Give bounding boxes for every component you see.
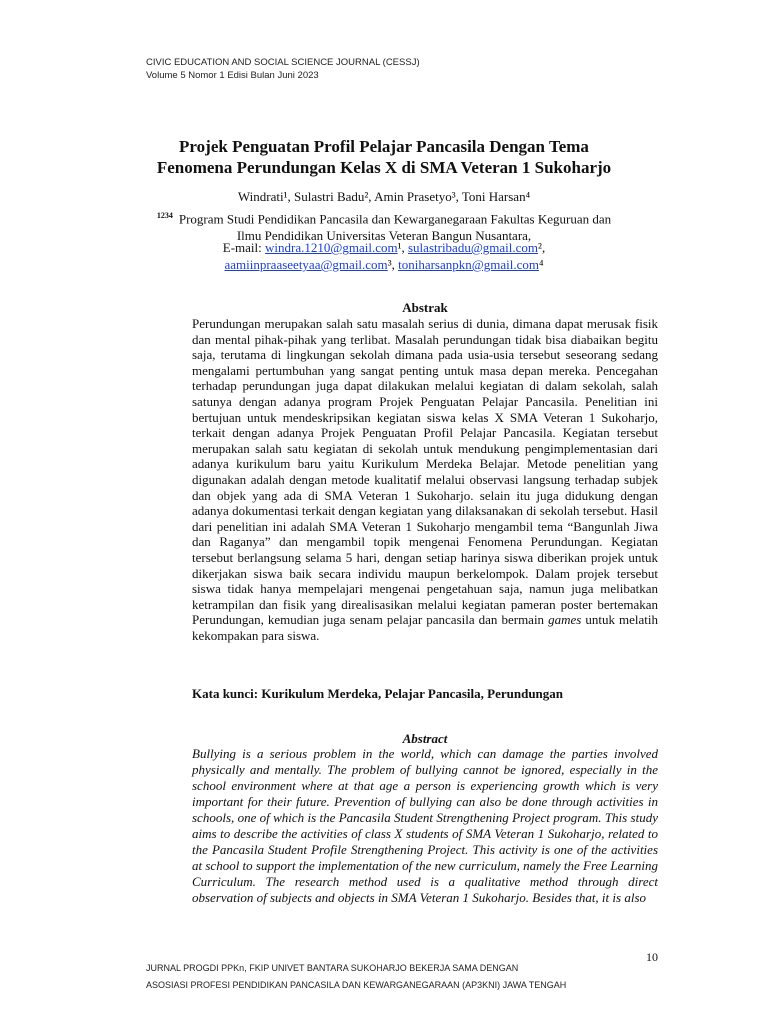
- page-number: 10: [646, 950, 658, 964]
- email-link-toni[interactable]: toniharsanpkn@gmail.com: [398, 257, 539, 272]
- footer-line-2: ASOSIASI PROFESI PENDIDIKAN PANCASILA DAN KEWARGANEGARAAN (AP3KNI) JAWA TENGAH: [146, 980, 567, 990]
- email-link-windrati[interactable]: windra.1210@gmail.com: [265, 240, 398, 255]
- author-list: Windrati¹, Sulastri Badu², Amin Prasetyo³, Toni Harsan⁴: [237, 189, 531, 204]
- title-line-1: Projek Penguatan Profil Pelajar Pancasila Dengan Tema: [179, 137, 589, 156]
- abstract-body: Bullying is a serious problem in the world, which can damage the parties involved physically and mentally. The problem of bullying cannot be ignored, especially in the school environment where at that age a person is experiencing growth which is very important for their future. Prevention of bullying can also be done through activities in schools, one of which is the Pancasila Student Strengthening Project program. This study aims to describe the activities of class X students of SMA Veteran 1 Sukoharjo, related to the Pancasila Student Profile Strengthening Project. This activity is one of the activities at school to support the implementation of the new curriculum, namely the Free Learning Curriculum. The research method used is a qualitative method through direct observation of subjects and objects in SMA Veteran 1 Sukoharjo. Besides that, it is also: [192, 746, 659, 905]
- email-link-amin[interactable]: aamiinpraaseetyaa@gmail.com: [224, 257, 388, 272]
- email-link-sulastri[interactable]: sulastribadu@gmail.com: [408, 240, 539, 255]
- journal-name: CIVIC EDUCATION AND SOCIAL SCIENCE JOURNAL (CESSJ): [146, 57, 420, 68]
- abstract-heading: Abstract: [402, 731, 448, 746]
- email-sup-2: ²: [538, 240, 542, 255]
- email-line-1: E-mail: windra.1210@gmail.com¹, sulastribadu@gmail.com²,: [222, 240, 546, 255]
- affiliation-marker: 1234: [156, 211, 173, 220]
- abstrak-tail: untuk melatih kekompakan para siswa.: [192, 612, 659, 643]
- email-line-2: aamiinpraaseetyaa@gmail.com³, toniharsanpkn@gmail.com⁴: [224, 257, 544, 272]
- email-sup-1: ¹: [397, 240, 402, 255]
- email-sup-4: ⁴: [538, 257, 544, 272]
- keywords: Kata kunci: Kurikulum Merdeka, Pelajar Pancasila, Perundungan: [192, 686, 564, 701]
- email-label: E-mail:: [222, 240, 266, 255]
- title-line-2: Fenomena Perundungan Kelas X di SMA Veteran 1 Sukoharjo: [156, 158, 612, 177]
- affiliation-text-1: Program Studi Pendidikan Pancasila dan Kewarganegaraan Fakultas Keguruan dan: [178, 211, 612, 227]
- abstrak-text: Perundungan merupakan salah satu masalah serius di dunia, dimana dapat merusak fisik dan mental pihak-pihak yang terlibat. Masalah perundungan tidak bisa diabaikan begitu saja, terutama di lingkungan sekolah dimana pada usia-usia tersebut seseorang sedang mengalami pertumbuhan yang sangat penting untuk masa depan mereka. Pencegahan terhadap perundungan juga dapat dilakukan melalui kegiatan di dalam sekolah, salah satunya dengan adanya program Projek Penguatan Pelajar Pancasila. Penelitian ini bertujuan untuk mendeskripsikan kegiatan siswa kelas X SMA Veteran 1 Sukoharjo, terkait dengan adanya Projek Penguatan Profil Pelajar Pancasila. Kegiatan tersebut merupakan salah satu kegiatan di sekolah untuk mendukung pengimplementasian dari adanya kurikulum baru yaitu Kurikulum Merdeka Belajar. Metode penelitian yang digunakan adalah dengan metode kualitatif melalui observasi langsung terhadap subjek dan objek yang ada di SMA Veteran 1 Sukoharjo. selain itu juga didukung dengan adanya dokumentasi terkait dengan kegiatan yang dilaksanakan di sekolah tersebut. Hasil dari penelitian ini adalah SMA Veteran 1 Sukoharjo mengambil tema “Bangunlah Jiwa dan Raganya” dan mengambil topik mengenai Fenomena Perundungan. Kegiatan tersebut berlangsung selama 5 hari, dengan setiap harinya siswa diberikan projek untuk dikerjakan siswa baik secara individu maupun berkelompok. Dalam projek tersebut siswa tidak hanya mempelajari mengenai pengetahuan saja, namun juga melibatkan ketrampilan dan fisik yang direalisasikan melalui kegiatan pameran poster bertemakan Perundungan, kemudian juga senam pelajar pancasila dan bermain: [192, 316, 658, 628]
- affiliation-line-1: [100, 207, 668, 227]
- paper-title: [100, 136, 668, 178]
- abstrak-heading: Abstrak: [402, 300, 448, 315]
- running-footer: [146, 960, 566, 994]
- footer-line-1: JURNAL PROGDI PPKn, FKIP UNIVET BANTARA SUKOHARJO BEKERJA SAMA DENGAN: [146, 963, 519, 973]
- running-header: [146, 56, 420, 82]
- affiliation-line-2: Ilmu Pendidikan Universitas Veteran Bangun Nusantara,: [236, 228, 532, 244]
- abstrak-body: [192, 316, 658, 643]
- email-sup-3: ³: [387, 257, 392, 272]
- email-block: [100, 239, 668, 273]
- journal-volume: Volume 5 Nomor 1 Edisi Bulan Juni 2023: [146, 70, 319, 81]
- abstrak-games-word: games: [548, 612, 582, 628]
